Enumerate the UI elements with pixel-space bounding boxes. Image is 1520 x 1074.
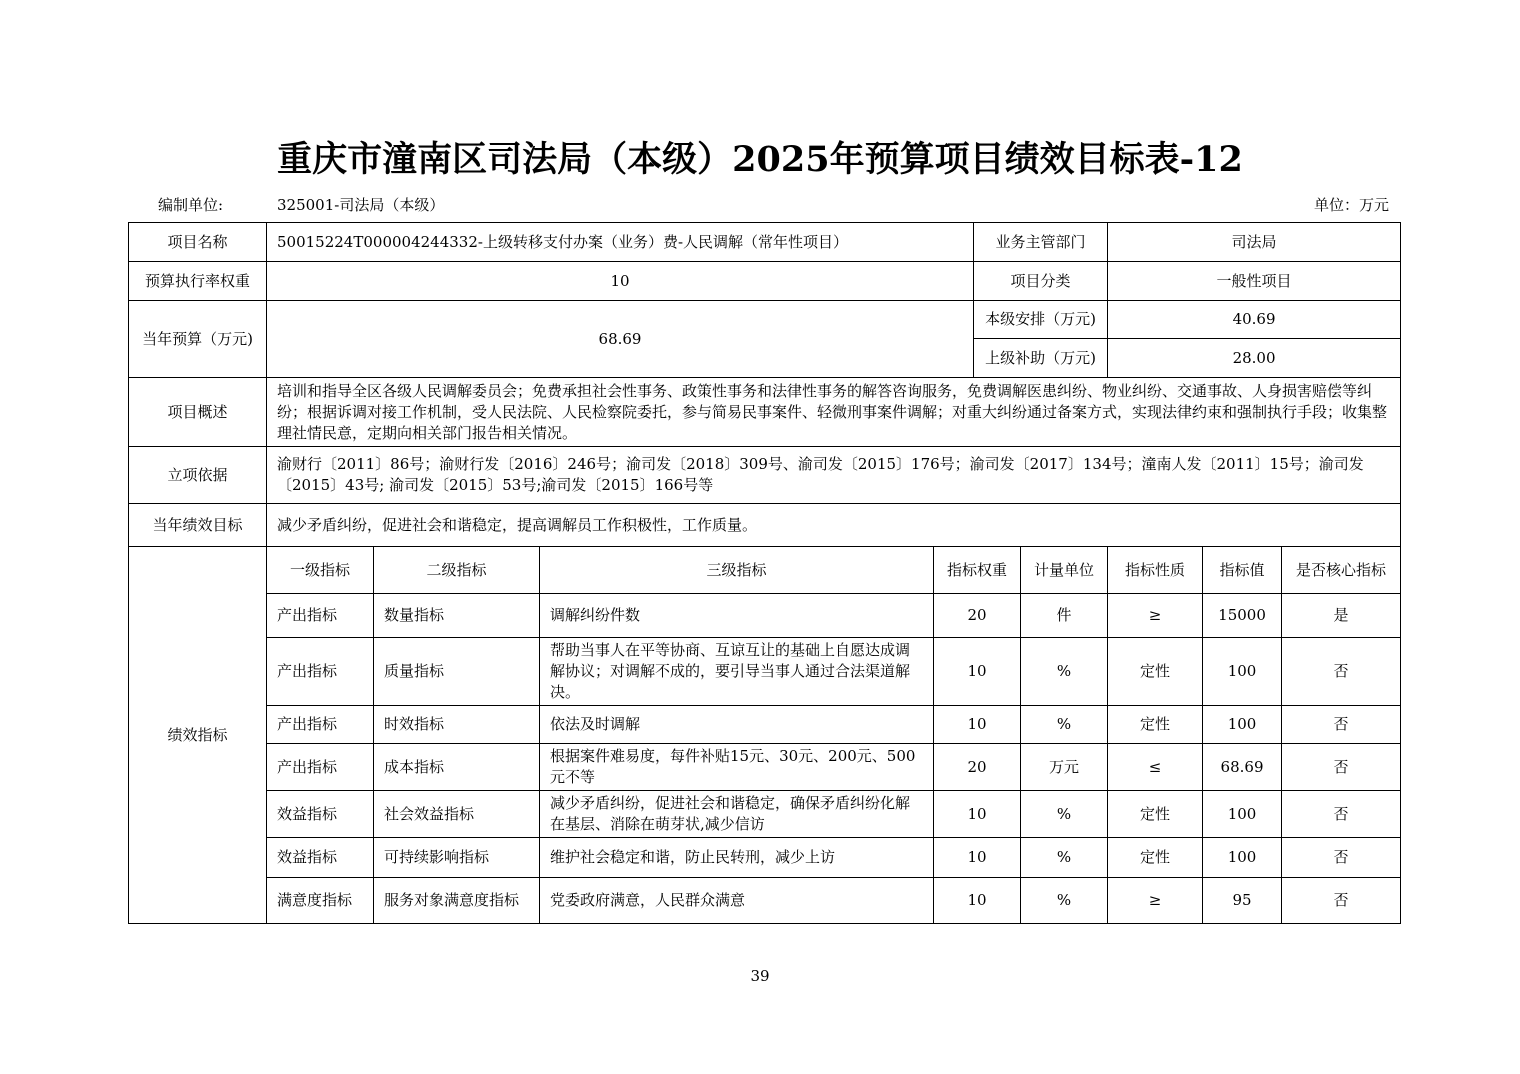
table-row: [129, 594, 1401, 638]
row-overview: [129, 378, 1401, 447]
upper-subsidy-value: 28.00: [1108, 339, 1401, 378]
nature-cell: 定性: [1108, 638, 1203, 706]
unit-cell: %: [1021, 878, 1108, 924]
org-unit-label: 编制单位:: [158, 196, 224, 214]
local-budget-value: 40.69: [1108, 301, 1401, 339]
weight-cell: 10: [934, 878, 1021, 924]
budget-value: 68.69: [267, 301, 974, 378]
level3-cell: 根据案件难易度，每件补贴15元、30元、200元、500元不等: [540, 744, 934, 791]
weight-cell: 10: [934, 638, 1021, 706]
value-cell: 100: [1203, 706, 1282, 744]
basis-value: 渝财行〔2011〕86号；渝财行发〔2016〕246号；渝司发〔2018〕309号、渝司发〔2015〕176号；渝司发〔2017〕134号；潼南人发〔2011〕15号；渝司发〔2015〕43号; 渝司发〔2015〕53号;渝司发〔2015〕166号等: [267, 447, 1401, 504]
nature-cell: 定性: [1108, 791, 1203, 838]
nature-cell: 定性: [1108, 838, 1203, 878]
core-cell: 否: [1282, 638, 1401, 706]
core-cell: 否: [1282, 791, 1401, 838]
weight-value: 10: [267, 262, 974, 301]
basis-label: 立项依据: [129, 447, 267, 504]
header-value: 指标值: [1203, 547, 1282, 594]
weight-cell: 10: [934, 706, 1021, 744]
currency-unit: 单位：万元: [1313, 196, 1389, 214]
level1-cell: 效益指标: [267, 791, 374, 838]
value-cell: 68.69: [1203, 744, 1282, 791]
header-unit: 计量单位: [1021, 547, 1108, 594]
nature-cell: 定性: [1108, 706, 1203, 744]
header-core: 是否核心指标: [1282, 547, 1401, 594]
level1-cell: 效益指标: [267, 838, 374, 878]
core-cell: 是: [1282, 594, 1401, 638]
overview-value: 培训和指导全区各级人民调解委员会；免费承担社会性事务、政策性事务和法律性事务的解答咨询服务，免费调解医患纠纷、物业纠纷、交通事故、人身损害赔偿等纠纷；根据诉调对接工作机制，受人民法院、人民检察院委托，参与简易民事案件、轻微刑事案件调解；对重大纠纷通过备案方式，实现法律约束和强制执行手段；收集整理社情民意，定期向相关部门报告相关情况。: [267, 378, 1401, 447]
table-row: [129, 878, 1401, 924]
level3-cell: 维护社会稳定和谐，防止民转刑，减少上访: [540, 838, 934, 878]
header-level2: 二级指标: [374, 547, 540, 594]
level1-cell: 产出指标: [267, 594, 374, 638]
level1-cell: 满意度指标: [267, 878, 374, 924]
core-cell: 否: [1282, 838, 1401, 878]
project-name-value: 50015224T000004244332-上级转移支付办案（业务）费-人民调解（常年性项目）: [267, 223, 974, 262]
row-budget-weight: [129, 262, 1401, 301]
level2-cell: 时效指标: [374, 706, 540, 744]
weight-cell: 20: [934, 744, 1021, 791]
level3-cell: 依法及时调解: [540, 706, 934, 744]
core-cell: 否: [1282, 744, 1401, 791]
unit-cell: 万元: [1021, 744, 1108, 791]
level1-cell: 产出指标: [267, 706, 374, 744]
category-value: 一般性项目: [1108, 262, 1401, 301]
core-cell: 否: [1282, 878, 1401, 924]
table-row: [129, 706, 1401, 744]
row-goal: [129, 504, 1401, 547]
indicator-label: 绩效指标: [129, 547, 267, 924]
row-project-name: [129, 223, 1401, 262]
header-level3: 三级指标: [540, 547, 934, 594]
goal-label: 当年绩效目标: [129, 504, 267, 547]
performance-table-container: [128, 222, 1400, 924]
nature-cell: ≥: [1108, 878, 1203, 924]
weight-label: 预算执行率权重: [129, 262, 267, 301]
value-cell: 100: [1203, 791, 1282, 838]
indicator-header-row: [129, 547, 1401, 594]
header-level1: 一级指标: [267, 547, 374, 594]
level2-cell: 成本指标: [374, 744, 540, 791]
level3-cell: 党委政府满意，人民群众满意: [540, 878, 934, 924]
weight-cell: 20: [934, 594, 1021, 638]
level2-cell: 可持续影响指标: [374, 838, 540, 878]
level3-cell: 调解纠纷件数: [540, 594, 934, 638]
value-cell: 15000: [1203, 594, 1282, 638]
unit-cell: %: [1021, 638, 1108, 706]
local-budget-label: 本级安排（万元): [974, 301, 1108, 339]
upper-subsidy-label: 上级补助（万元): [974, 339, 1108, 378]
header-weight: 指标权重: [934, 547, 1021, 594]
dept-label: 业务主管部门: [974, 223, 1108, 262]
org-unit-value: 325001-司法局（本级）: [277, 196, 445, 214]
goal-value: 减少矛盾纠纷，促进社会和谐稳定，提高调解员工作积极性，工作质量。: [267, 504, 1401, 547]
weight-cell: 10: [934, 838, 1021, 878]
header-nature: 指标性质: [1108, 547, 1203, 594]
table-row: [129, 638, 1401, 706]
table-row: [129, 791, 1401, 838]
nature-cell: ≥: [1108, 594, 1203, 638]
nature-cell: ≤: [1108, 744, 1203, 791]
unit-cell: %: [1021, 706, 1108, 744]
page-number: 39: [750, 967, 770, 985]
dept-value: 司法局: [1108, 223, 1401, 262]
level2-cell: 服务对象满意度指标: [374, 878, 540, 924]
row-basis: [129, 447, 1401, 504]
level3-cell: 帮助当事人在平等协商、互谅互让的基础上自愿达成调解协议；对调解不成的，要引导当事人通过合法渠道解决。: [540, 638, 934, 706]
unit-cell: %: [1021, 791, 1108, 838]
value-cell: 100: [1203, 838, 1282, 878]
level2-cell: 社会效益指标: [374, 791, 540, 838]
weight-cell: 10: [934, 791, 1021, 838]
value-cell: 100: [1203, 638, 1282, 706]
level3-cell: 减少矛盾纠纷，促进社会和谐稳定，确保矛盾纠纷化解在基层、消除在萌芽状,减少信访: [540, 791, 934, 838]
unit-cell: %: [1021, 838, 1108, 878]
level2-cell: 质量指标: [374, 638, 540, 706]
performance-table: [128, 222, 1401, 924]
budget-label: 当年预算（万元): [129, 301, 267, 378]
overview-label: 项目概述: [129, 378, 267, 447]
project-name-label: 项目名称: [129, 223, 267, 262]
core-cell: 否: [1282, 706, 1401, 744]
row-budget-local: [129, 301, 1401, 339]
category-label: 项目分类: [974, 262, 1108, 301]
level1-cell: 产出指标: [267, 638, 374, 706]
table-row: [129, 744, 1401, 791]
table-row: [129, 838, 1401, 878]
value-cell: 95: [1203, 878, 1282, 924]
page-title: 重庆市潼南区司法局（本级）2025年预算项目绩效目标表-12: [277, 139, 1243, 180]
level1-cell: 产出指标: [267, 744, 374, 791]
level2-cell: 数量指标: [374, 594, 540, 638]
unit-cell: 件: [1021, 594, 1108, 638]
